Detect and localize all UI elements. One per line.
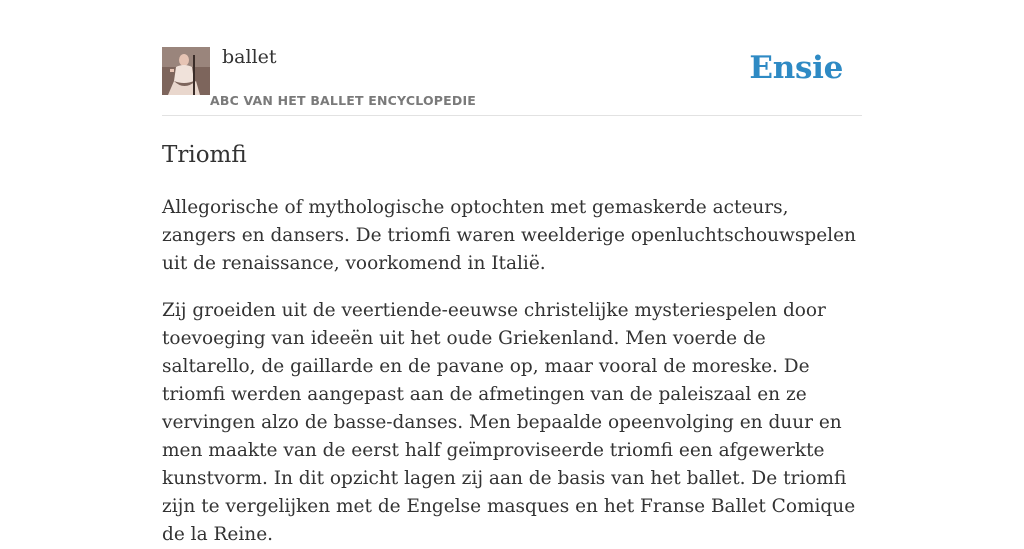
site-subtitle: ABC VAN HET BALLET ENCYCLOPEDIE <box>210 93 477 108</box>
article-paragraph: Zij groeiden uit de veertiende-eeuwse christelijke mysteriespelen door toevoeging van ideeën uit het oude Griekenland. Men voerde de saltarello, de gaillarde en de pavane op, maar vooral de moreske. De triomfi werden aangepast aan de afmetingen van de paleiszaal en ze vervingen alzo de basse-danses. Men bepaalde opeenvolging en duur en men maakte van de eerst half geïmproviseerde triomfi een afgewerkte kunstvorm. In dit opzicht lagen zij aan de basis van het ballet. De triomfi zijn te vergelijken met de Engelse masques en het Franse Ballet Comique de la Reine. <box>162 300 856 545</box>
site-header <box>162 0 862 116</box>
page-container <box>162 0 862 549</box>
site-name[interactable]: ballet <box>222 46 277 68</box>
dancer-avatar-icon[interactable] <box>162 47 210 95</box>
article-paragraph: Allegorische of mythologische optochten met gemaskerde acteurs, zangers en dansers. De triomfi waren weelderige openluchtschouwspelen uit de renaissance, voorkomend in Italië. <box>162 197 856 274</box>
article-title: Triomfi <box>162 142 247 168</box>
brand-logo[interactable]: Ensie <box>749 50 843 86</box>
